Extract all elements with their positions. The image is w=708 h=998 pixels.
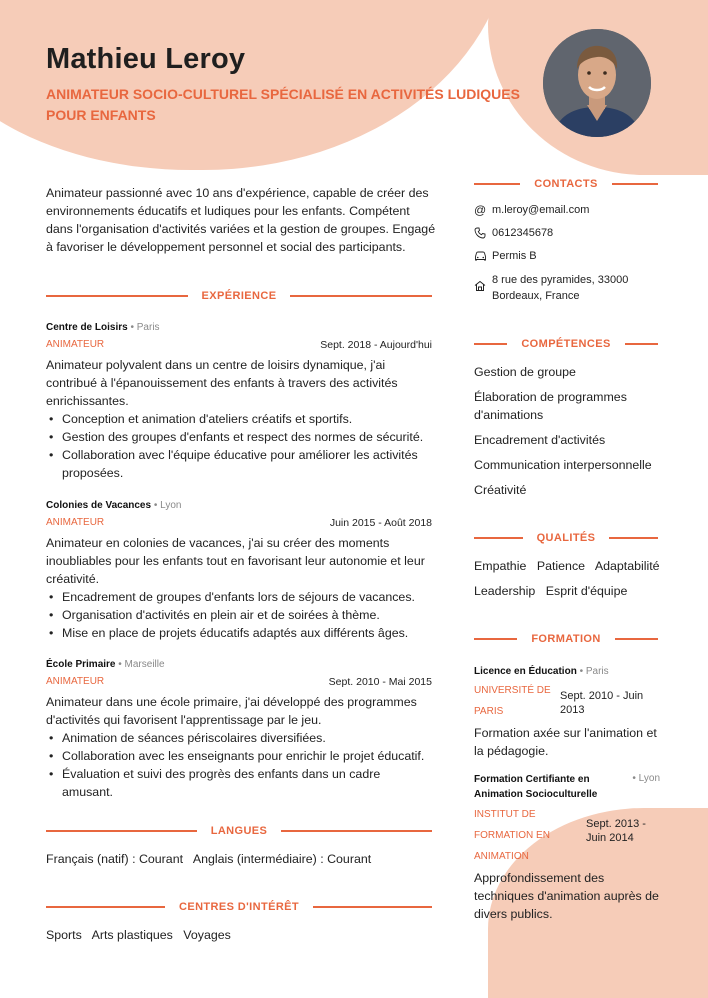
email-text: m.leroy@email.com (492, 204, 590, 216)
languages-list (46, 850, 378, 868)
quality-item: Leadership (474, 584, 536, 598)
job-dates: Sept. 2010 - Mai 2015 (328, 676, 432, 688)
degree-dates: Sept. 2013 - Juin 2014 (586, 818, 646, 844)
divider (281, 830, 432, 832)
divider (290, 295, 432, 297)
home-icon (474, 272, 492, 292)
language-item: Français (natif) : Courant (46, 852, 184, 866)
section-heading-skills (474, 337, 658, 351)
list-item: • Collaboration avec l'équipe éducative pour améliorer les activités proposées. (46, 446, 432, 482)
skill-item: Créativité (474, 483, 527, 497)
section-heading-qualities (474, 531, 658, 545)
qualities-row (474, 582, 634, 600)
section-label: CENTRES D'INTÉRÊT (178, 901, 300, 913)
at-icon: @ (474, 203, 487, 217)
divider (612, 183, 658, 185)
education-entry (474, 772, 660, 923)
employer-location: • Lyon (153, 500, 182, 511)
section-label: EXPÉRIENCE (201, 290, 277, 302)
employer (46, 499, 432, 513)
job-description: Animateur dans une école primaire, j'ai développé des programmes d'activités qui favorisent l'apprentissage par le jeu. (46, 695, 417, 727)
contact-address (474, 272, 628, 304)
job-role: ANIMATEUR (46, 517, 105, 528)
phone-icon (474, 225, 492, 239)
divider (474, 638, 517, 640)
job-title: ANIMATEUR SOCIO-CULTUREL SPÉCIALISÉ EN ACTIVITÉS LUDIQUES POUR ENFANTS (46, 86, 520, 123)
job-description: Animateur polyvalent dans un centre de loisirs dynamique, j'ai contribué à l'épanouissement des enfants à travers des activités enrichissantes. (46, 358, 398, 408)
quality-item: Adaptabilité (594, 559, 660, 573)
interests-list (46, 926, 238, 944)
list-item: • Collaboration avec les enseignants pour enrichir le projet éducatif. (46, 747, 432, 765)
divider (313, 906, 432, 908)
degree-location: • Paris (579, 666, 609, 677)
candidate-name: Mathieu Leroy (46, 43, 246, 75)
job-bullets (46, 410, 432, 482)
divider (474, 183, 520, 185)
contact-email[interactable] (474, 202, 589, 218)
job-bullets (46, 588, 432, 642)
divider (474, 537, 523, 539)
employer (46, 658, 432, 672)
section-heading-experience (46, 289, 432, 303)
job-dates: Sept. 2018 - Aujourd'hui (320, 339, 432, 351)
address-line: Bordeaux, France (492, 290, 580, 302)
section-label: LANGUES (210, 825, 268, 837)
section-label: COMPÉTENCES (521, 338, 611, 350)
contact-phone[interactable] (474, 225, 553, 241)
employer (46, 321, 432, 335)
section-heading-contacts (474, 177, 658, 191)
skill-item: Communication interpersonnelle (474, 458, 652, 472)
list-item: • Évaluation et suivi des progrès des enfants dans un cadre amusant. (46, 765, 432, 801)
profile-photo (543, 29, 651, 137)
divider (609, 537, 658, 539)
section-heading-interests (46, 900, 432, 914)
experience-entry (46, 658, 432, 801)
interest-item: Sports (46, 928, 82, 942)
section-heading-languages (46, 824, 432, 838)
avatar-portrait-icon (543, 29, 651, 137)
address-line: 8 rue des pyramides, 33000 (492, 274, 629, 286)
section-label: FORMATION (531, 633, 601, 645)
divider (615, 638, 658, 640)
education-entry (474, 664, 660, 760)
skill-item: Gestion de groupe (474, 365, 576, 379)
list-item: • Encadrement de groupes d'enfants lors de séjours de vacances. (46, 588, 432, 606)
school-name: UNIVERSITÉ DE PARIS (474, 685, 551, 717)
degree-title: Licence en Éducation (474, 666, 577, 677)
quality-item: Esprit d'équipe (545, 584, 628, 598)
job-description: Animateur en colonies de vacances, j'ai su créer des moments inoubliables pour les enfants tout en favorisant leur autonomie et leur créativité. (46, 536, 425, 586)
section-label: QUALITÉS (536, 532, 596, 544)
employer-name: Colonies de Vacances (46, 500, 152, 511)
school-name: INSTITUT DE FORMATION EN ANIMATION (474, 809, 550, 862)
divider (46, 830, 197, 832)
experience-entry (46, 499, 432, 642)
degree-dates: Sept. 2010 - Juin 2013 (560, 690, 644, 716)
license-text: Permis B (492, 250, 537, 262)
interest-item: Arts plastiques (91, 928, 173, 942)
car-icon (474, 248, 492, 262)
list-item: • Animation de séances périscolaires diversifiées. (46, 729, 432, 747)
employer-location: • Marseille (118, 659, 165, 670)
contact-license (474, 248, 537, 264)
degree-description: Formation axée sur l'animation et la pédagogie. (474, 726, 657, 758)
language-item: Anglais (intermédiaire) : Courant (192, 852, 372, 866)
section-heading-education (474, 632, 658, 646)
quality-item: Patience (536, 559, 586, 573)
employer-name: École Primaire (46, 659, 116, 670)
degree (474, 664, 660, 679)
job-dates: Juin 2015 - Août 2018 (329, 517, 432, 529)
qualities-row (474, 557, 667, 575)
list-item: • Gestion des groupes d'enfants et respect des normes de sécurité. (46, 428, 432, 446)
divider (46, 295, 188, 297)
employer-location: • Paris (130, 322, 160, 333)
list-item: • Mise en place de projets éducatifs adaptés aux différents âges. (46, 624, 432, 642)
interest-item: Voyages (183, 928, 231, 942)
job-role: ANIMATEUR (46, 676, 105, 687)
section-label: CONTACTS (534, 178, 598, 190)
divider (46, 906, 165, 908)
divider (474, 343, 507, 345)
divider (625, 343, 658, 345)
skill-item: Élaboration de programmes d'animations (474, 390, 627, 422)
phone-text: 0612345678 (492, 227, 554, 239)
experience-entry (46, 321, 432, 482)
quality-item: Empathie (474, 559, 527, 573)
degree-title: Formation Certifiante en Animation Socioculturelle (474, 774, 598, 800)
job-bullets (46, 729, 432, 801)
list-item: • Conception et animation d'ateliers créatifs et sportifs. (46, 410, 432, 428)
profile-summary: Animateur passionné avec 10 ans d'expérience, capable de créer des environnements éducatifs et ludiques pour les enfants. Compétent dans l'organisation d'activités variées et la gestion de groupes. Engagé à favoriser le développement personnel et social des participants. (46, 186, 436, 254)
skill-item: Encadrement d'activités (474, 433, 606, 447)
degree-location: • Lyon (632, 773, 660, 784)
list-item: • Organisation d'activités en plein air et de soirées à thème. (46, 606, 432, 624)
job-role: ANIMATEUR (46, 339, 105, 350)
employer-name: Centre de Loisirs (46, 322, 128, 333)
degree-description: Approfondissement des techniques d'animation auprès de divers publics. (474, 871, 659, 921)
